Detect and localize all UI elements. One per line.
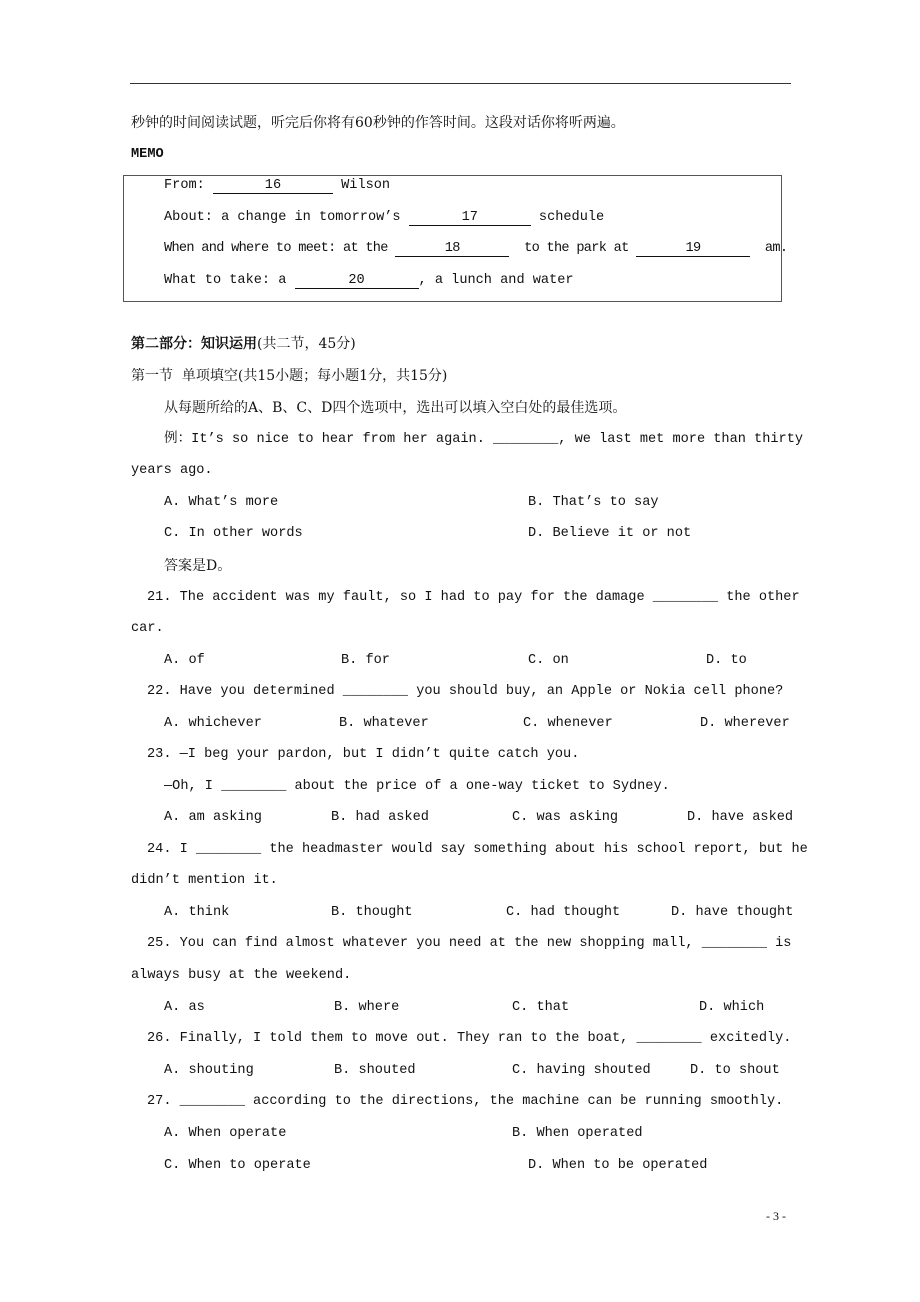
option: C. that <box>512 1000 570 1015</box>
option: B. where <box>334 1000 400 1015</box>
option: A. shouting <box>164 1063 254 1078</box>
memo-title: MEMO <box>131 147 164 162</box>
option: D. have thought <box>671 905 794 920</box>
option: B. shouted <box>334 1063 416 1078</box>
question-stem: —Oh, I ________ about the price of a one-way ticket to Sydney. <box>164 779 670 794</box>
question-stem: 21. The accident was my fault, so I had to pay for the damage ________ the other <box>147 590 800 605</box>
option: B. had asked <box>331 810 429 825</box>
option: B. thought <box>331 905 413 920</box>
memo-when: When and where to meet: at the 18 to the park at 19 am. <box>164 241 788 256</box>
question-stem: didn’t mention it. <box>131 873 278 888</box>
option: A. of <box>164 653 205 668</box>
memo-from: From: 16 Wilson <box>164 178 391 193</box>
option: D. wherever <box>700 716 790 731</box>
option: A. as <box>164 1000 205 1015</box>
question-stem: 22. Have you determined ________ you should buy, an Apple or Nokia cell phone? <box>147 684 784 699</box>
question-stem: car. <box>131 621 164 636</box>
example-line: 例：It’s so nice to hear from her again. ________, we last met more than thirty <box>164 432 804 447</box>
example-option: A. What’s more <box>164 495 279 510</box>
option: D. to <box>706 653 747 668</box>
option: D. When to be operated <box>528 1158 708 1173</box>
page-number: - 3 - <box>766 1209 786 1223</box>
example-answer: 答案是D。 <box>164 558 232 574</box>
option: C. was asking <box>512 810 619 825</box>
option: B. for <box>341 653 390 668</box>
option: D. have asked <box>687 810 794 825</box>
question-stem: 25. You can find almost whatever you need at the new shopping mall, ________ is <box>147 936 792 951</box>
option: C. having shouted <box>512 1063 651 1078</box>
example-option: B. That’s to say <box>528 495 659 510</box>
example-line: years ago. <box>131 463 213 478</box>
instruction: 从每题所给的A、B、C、D四个选项中，选出可以填入空白处的最佳选项。 <box>164 400 627 416</box>
option: B. whatever <box>339 716 429 731</box>
question-stem: 27. ________ according to the directions, the machine can be running smoothly. <box>147 1094 784 1109</box>
part2-heading: 第二部分：知识运用(共二节，45分) <box>131 336 356 352</box>
option: C. on <box>528 653 569 668</box>
option: A. whichever <box>164 716 262 731</box>
question-stem: 26. Finally, I told them to move out. They ran to the boat, ________ excitedly. <box>147 1031 792 1046</box>
example-option: C. In other words <box>164 526 303 541</box>
intro-text: 秒钟的时间阅读试题，听完后你将有60秒钟的作答时间。这段对话你将听两遍。 <box>131 115 625 131</box>
example-option: D. Believe it or not <box>528 526 692 541</box>
section1-heading: 第一节 单项填空(共15小题；每小题1分，共15分) <box>131 368 448 384</box>
option: D. which <box>699 1000 765 1015</box>
option: C. whenever <box>523 716 613 731</box>
option: A. think <box>164 905 230 920</box>
option: A. am asking <box>164 810 262 825</box>
question-stem: always busy at the weekend. <box>131 968 352 983</box>
option: D. to shout <box>690 1063 780 1078</box>
question-stem: 23. —I beg your pardon, but I didn’t quite catch you. <box>147 747 580 762</box>
memo-take: What to take: a 20 , a lunch and water <box>164 273 574 288</box>
option: C. When to operate <box>164 1158 311 1173</box>
option: C. had thought <box>506 905 621 920</box>
memo-about: About: a change in tomorrow’s 17 schedule <box>164 210 605 225</box>
question-stem: 24. I ________ the headmaster would say something about his school report, but he <box>147 842 808 857</box>
option: A. When operate <box>164 1126 287 1141</box>
header-rule <box>130 83 791 84</box>
option: B. When operated <box>512 1126 643 1141</box>
